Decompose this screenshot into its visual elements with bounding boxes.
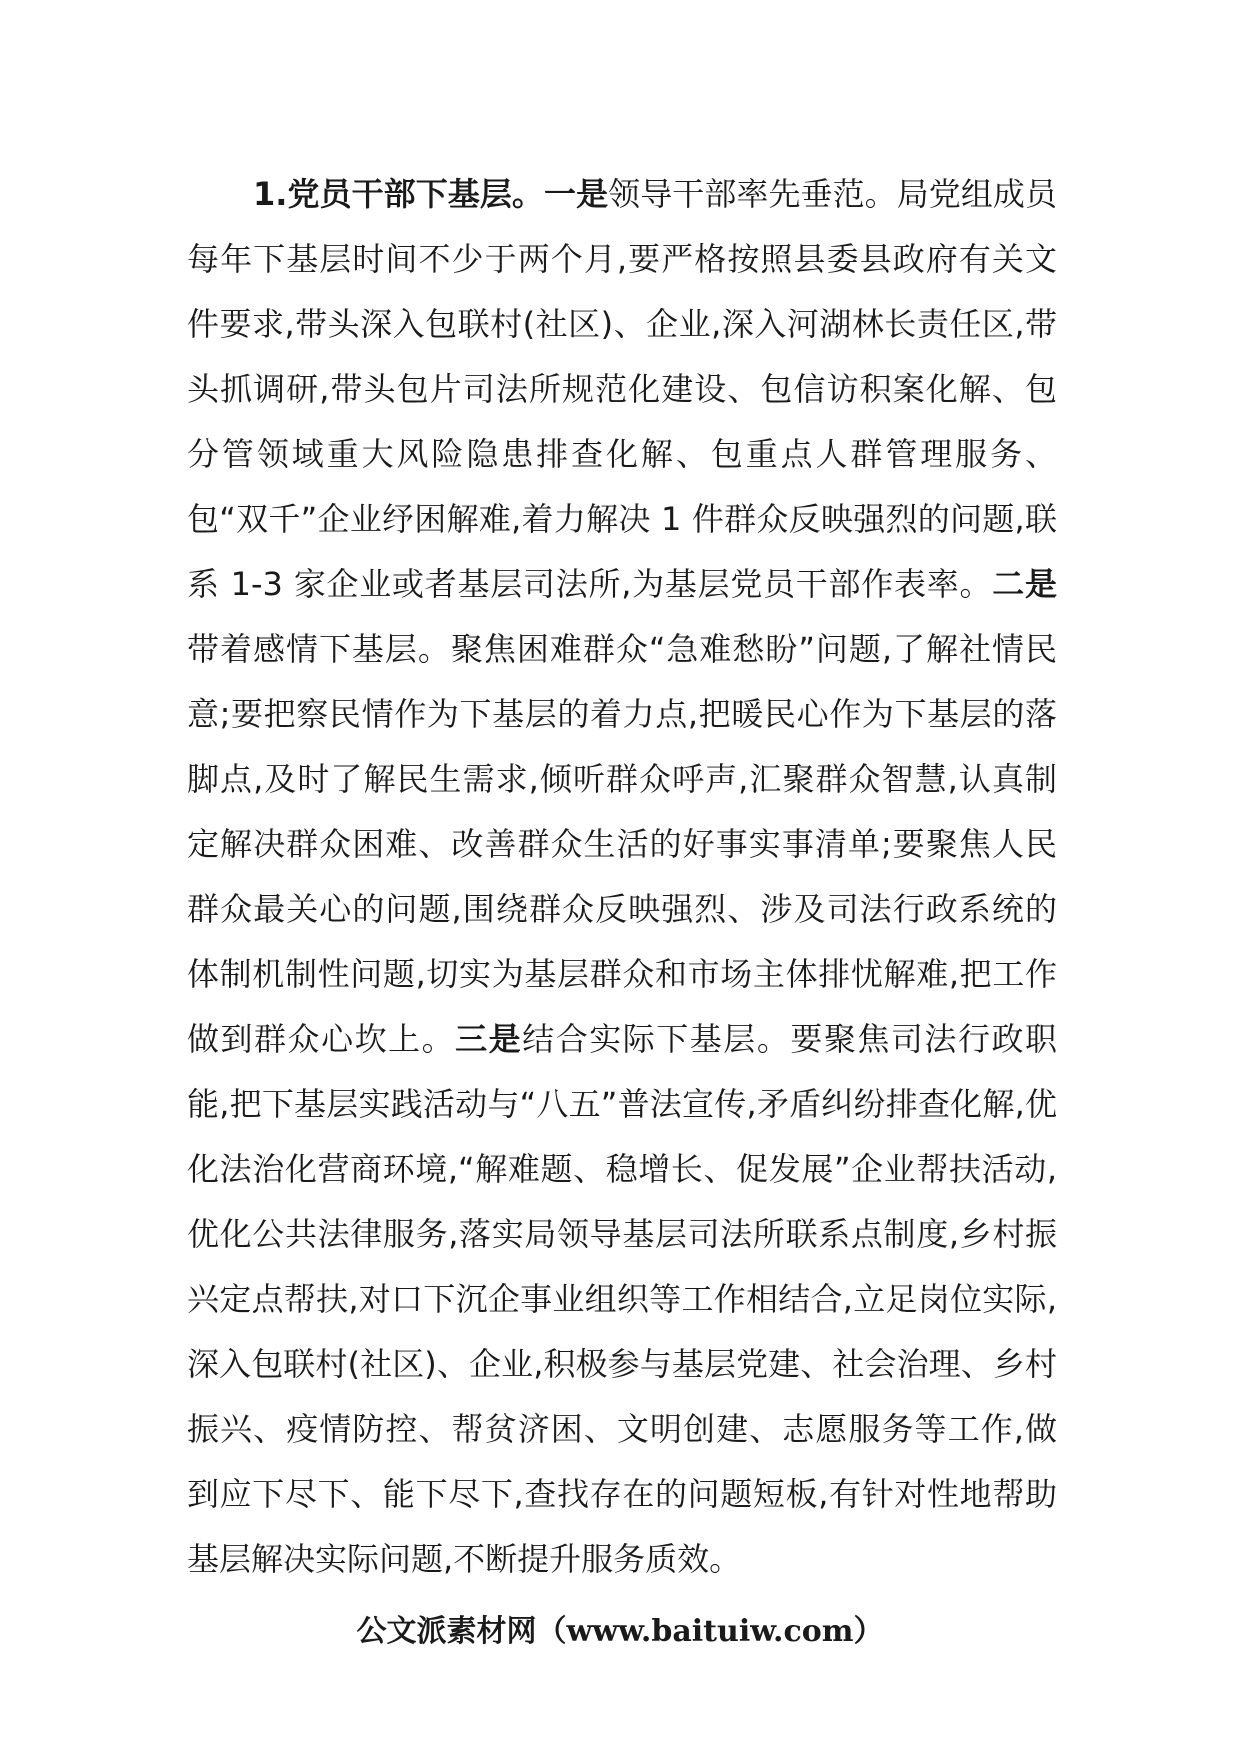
- section-heading: 1.党员干部下基层。: [253, 175, 544, 213]
- point-three-text: 结合实际下基层。要聚焦司法行政职能,把下基层实践活动与“八五”普法宣传,矛盾纠纷排查化解,优化法治化营商环境,“解难题、稳增长、促发展”企业帮扶活动,优化公共法律服务,落实局领导基层司法所联系点制度,乡村振兴定点帮扶,对口下沉企事业组织等工作相结合,立足岗位实际,深入包联村(社区)、企业,积极参与基层党建、社会治理、乡村振兴、疫情防控、帮贫济困、文明创建、志愿服务等工作,做到应下尽下、能下尽下,查找存在的问题短板,有针对性地帮助基层解决实际问题,不断提升服务质效。: [187, 1020, 1057, 1578]
- point-one-marker: 一是: [544, 175, 609, 213]
- footer-watermark-text: 公文派素材网（www.baituiw.com）: [356, 1614, 884, 1649]
- point-two-marker: 二是: [992, 565, 1057, 603]
- point-two-text: 带着感情下基层。聚焦困难群众“急难愁盼”问题,了解社情民意;要把察民情作为下基层的着力点,把暖民心作为下基层的落脚点,及时了解民生需求,倾听群众呼声,汇聚群众智慧,认真制定解决群众困难、改善群众生活的好事实事清单;要聚焦人民群众最关心的问题,围绕群众反映强烈、涉及司法行政系统的体制机制性问题,切实为基层群众和市场主体排忧解难,把工作做到群众心坎上。: [187, 630, 1057, 1058]
- body-paragraph: [187, 162, 1057, 1592]
- point-three-marker: 三是: [455, 1020, 523, 1058]
- point-one-text: 领导干部率先垂范。局党组成员每年下基层时间不少于两个月,要严格按照县委县政府有关文件要求,带头深入包联村(社区)、企业,深入河湖林长责任区,带头抓调研,带头包片司法所规范化建设、包信访积案化解、包分管领域重大风险隐患排查化解、包重点人群管理服务、包“双千”企业纾困解难,着力解决 1 件群众反映强烈的问题,联系 1-3 家企业或者基层司法所,为基层党员干部作表率。: [187, 175, 1057, 603]
